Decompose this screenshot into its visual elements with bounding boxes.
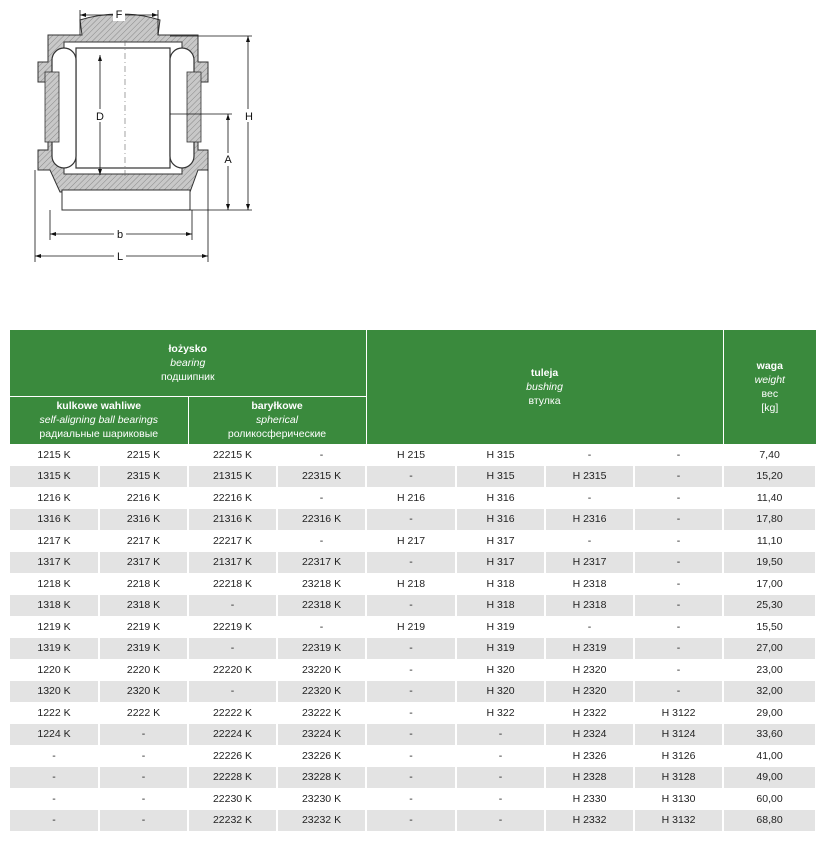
table-cell: 22228 K [188, 767, 277, 789]
table-cell: H 315 [456, 444, 545, 466]
table-cell: H 318 [456, 595, 545, 617]
table-cell: H 315 [456, 466, 545, 488]
dim-label-f: F [115, 9, 123, 21]
table-row [10, 767, 816, 789]
table-cell: 29,00 [723, 702, 816, 724]
table-row [10, 595, 816, 617]
table-cell: - [545, 616, 634, 638]
header-weight: waga weight вес [kg] [723, 330, 816, 444]
table-cell: 32,00 [723, 681, 816, 703]
table-cell: 22226 K [188, 745, 277, 767]
table-cell: 2315 K [99, 466, 188, 488]
table-cell: 68,80 [723, 810, 816, 832]
table-cell: H 320 [456, 681, 545, 703]
table-cell: - [188, 681, 277, 703]
table-cell: - [634, 616, 723, 638]
table-cell: H 3122 [634, 702, 723, 724]
table-cell: - [10, 788, 99, 810]
table-cell: 2319 K [99, 638, 188, 660]
table-cell: - [10, 767, 99, 789]
table-cell: - [277, 487, 366, 509]
table-cell: 22315 K [277, 466, 366, 488]
dim-label-b: b [116, 229, 124, 241]
table-cell: - [366, 659, 456, 681]
table-cell: - [634, 466, 723, 488]
dim-label-h: H [245, 111, 253, 123]
table-row [10, 552, 816, 574]
table-cell: 2217 K [99, 530, 188, 552]
table-cell: - [188, 595, 277, 617]
table-cell: - [545, 444, 634, 466]
table-cell: 21317 K [188, 552, 277, 574]
table-cell: H 215 [366, 444, 456, 466]
table-cell: 1318 K [10, 595, 99, 617]
table-cell: 11,40 [723, 487, 816, 509]
table-cell: - [634, 487, 723, 509]
table-cell: - [634, 638, 723, 660]
table-cell: 22319 K [277, 638, 366, 660]
table-row [10, 573, 816, 595]
table-cell: - [634, 552, 723, 574]
table-cell: H 322 [456, 702, 545, 724]
table-cell: - [99, 810, 188, 832]
table-cell: - [366, 681, 456, 703]
table-cell: 1317 K [10, 552, 99, 574]
header-bushing: tuleja bushing втулка [366, 330, 723, 444]
table-cell: 15,50 [723, 616, 816, 638]
table-cell: H 319 [456, 616, 545, 638]
table-cell: 1222 K [10, 702, 99, 724]
table-cell: 1224 K [10, 724, 99, 746]
table-cell: 21315 K [188, 466, 277, 488]
table-cell: 22216 K [188, 487, 277, 509]
table-row [10, 466, 816, 488]
table-cell: 22219 K [188, 616, 277, 638]
table-cell: 11,10 [723, 530, 816, 552]
table-cell: - [456, 810, 545, 832]
table-cell: 1220 K [10, 659, 99, 681]
table-cell: H 317 [456, 552, 545, 574]
table-cell: H 2318 [545, 573, 634, 595]
table-cell: - [366, 552, 456, 574]
table-cell: - [456, 745, 545, 767]
table-cell: 2218 K [99, 573, 188, 595]
table-cell: 23218 K [277, 573, 366, 595]
table-cell: H 3132 [634, 810, 723, 832]
table-cell: 1217 K [10, 530, 99, 552]
table-cell: - [366, 810, 456, 832]
table-cell: 22317 K [277, 552, 366, 574]
table-cell: 2216 K [99, 487, 188, 509]
table-row [10, 638, 816, 660]
table-cell: 2220 K [99, 659, 188, 681]
table-cell: H 2330 [545, 788, 634, 810]
table-cell: - [634, 681, 723, 703]
table-cell: 49,00 [723, 767, 816, 789]
table-cell: - [277, 444, 366, 466]
table-cell: - [634, 509, 723, 531]
table-cell: - [366, 509, 456, 531]
table-cell: 2222 K [99, 702, 188, 724]
table-cell: 25,30 [723, 595, 816, 617]
table-cell: - [188, 638, 277, 660]
table-cell: H 2320 [545, 659, 634, 681]
table-cell: - [456, 788, 545, 810]
table-cell: 22232 K [188, 810, 277, 832]
table-cell: 23230 K [277, 788, 366, 810]
table-row [10, 745, 816, 767]
table-cell: H 216 [366, 487, 456, 509]
table-cell: 1219 K [10, 616, 99, 638]
table-row [10, 509, 816, 531]
header-bearing: łożysko bearing подшипник [10, 330, 366, 396]
table-cell: - [634, 573, 723, 595]
table-cell: H 2315 [545, 466, 634, 488]
table-cell: 23226 K [277, 745, 366, 767]
table-cell: - [99, 724, 188, 746]
table-cell: 1218 K [10, 573, 99, 595]
table-cell: 22215 K [188, 444, 277, 466]
table-cell: - [366, 767, 456, 789]
table-cell: 15,20 [723, 466, 816, 488]
table-row [10, 444, 816, 466]
table-row [10, 659, 816, 681]
table-cell: 22320 K [277, 681, 366, 703]
table-row [10, 788, 816, 810]
table-cell: 22224 K [188, 724, 277, 746]
table-cell: H 318 [456, 573, 545, 595]
table-cell: 1320 K [10, 681, 99, 703]
table-cell: 19,50 [723, 552, 816, 574]
table-cell: 7,40 [723, 444, 816, 466]
table-cell: 1215 K [10, 444, 99, 466]
table-cell: H 2322 [545, 702, 634, 724]
table-cell: 23224 K [277, 724, 366, 746]
table-cell: 1315 K [10, 466, 99, 488]
bearing-spec-table [10, 330, 817, 831]
table-cell: - [456, 767, 545, 789]
table-cell: H 2316 [545, 509, 634, 531]
table-cell: - [366, 788, 456, 810]
table-cell: 27,00 [723, 638, 816, 660]
table-cell: H 2324 [545, 724, 634, 746]
dim-label-a: A [224, 154, 232, 166]
table-body [10, 444, 816, 831]
table-cell: - [545, 530, 634, 552]
table-cell: 17,80 [723, 509, 816, 531]
table-cell: - [99, 745, 188, 767]
table-cell: 41,00 [723, 745, 816, 767]
table-cell: 2317 K [99, 552, 188, 574]
table-cell: H 218 [366, 573, 456, 595]
table-cell: H 2326 [545, 745, 634, 767]
table-cell: H 219 [366, 616, 456, 638]
table-cell: 22316 K [277, 509, 366, 531]
table-cell: 23232 K [277, 810, 366, 832]
table-cell: - [10, 745, 99, 767]
table-cell: 22217 K [188, 530, 277, 552]
table-cell: H 316 [456, 509, 545, 531]
table-cell: - [634, 659, 723, 681]
table-cell: 23222 K [277, 702, 366, 724]
table-cell: - [277, 530, 366, 552]
bearing-cross-section-drawing [20, 0, 270, 270]
table-row [10, 810, 816, 832]
table-cell: 22220 K [188, 659, 277, 681]
table-row [10, 702, 816, 724]
table-cell: H 2328 [545, 767, 634, 789]
table-cell: - [366, 724, 456, 746]
table-cell: H 2318 [545, 595, 634, 617]
table-row [10, 724, 816, 746]
table-cell: - [456, 724, 545, 746]
table-cell: 1319 K [10, 638, 99, 660]
bearing-inner-ring [76, 48, 170, 168]
table-cell: 60,00 [723, 788, 816, 810]
table-cell: - [366, 745, 456, 767]
table-row [10, 616, 816, 638]
table-cell: 33,60 [723, 724, 816, 746]
table-cell: 22230 K [188, 788, 277, 810]
table-cell: 23,00 [723, 659, 816, 681]
table-cell: 2320 K [99, 681, 188, 703]
table-cell: H 317 [456, 530, 545, 552]
table-cell: 2316 K [99, 509, 188, 531]
table-cell: 1316 K [10, 509, 99, 531]
table-cell: H 217 [366, 530, 456, 552]
table-cell: H 3126 [634, 745, 723, 767]
table-cell: 22218 K [188, 573, 277, 595]
table-cell: H 316 [456, 487, 545, 509]
table-cell: - [99, 767, 188, 789]
table-cell: 2219 K [99, 616, 188, 638]
table-cell: 22318 K [277, 595, 366, 617]
table-cell: 17,00 [723, 573, 816, 595]
table-cell: - [366, 702, 456, 724]
table-cell: H 3128 [634, 767, 723, 789]
table-cell: 22222 K [188, 702, 277, 724]
header-spherical-bearings: baryłkowe spherical роликосферические [188, 396, 366, 444]
table-cell: 23220 K [277, 659, 366, 681]
table-cell: H 2317 [545, 552, 634, 574]
table-cell: - [10, 810, 99, 832]
table-cell: - [545, 487, 634, 509]
dim-label-d: D [96, 111, 104, 123]
table-cell: H 320 [456, 659, 545, 681]
table-cell: - [634, 595, 723, 617]
table-cell: 1216 K [10, 487, 99, 509]
table-cell: 23228 K [277, 767, 366, 789]
table-cell: - [366, 595, 456, 617]
table-row [10, 681, 816, 703]
table-cell: - [99, 788, 188, 810]
table-cell: 21316 K [188, 509, 277, 531]
table-cell: H 3130 [634, 788, 723, 810]
table-cell: - [366, 466, 456, 488]
table-cell: - [366, 638, 456, 660]
table-cell: H 319 [456, 638, 545, 660]
table-cell: 2215 K [99, 444, 188, 466]
table-cell: H 2320 [545, 681, 634, 703]
table-cell: - [277, 616, 366, 638]
table-cell: H 3124 [634, 724, 723, 746]
table-row [10, 487, 816, 509]
table-cell: H 2319 [545, 638, 634, 660]
dim-label-l: L [116, 251, 124, 263]
header-ball-bearings: kulkowe wahliwe self-aligning ball bearings радиальные шариковые [10, 396, 188, 444]
table-row [10, 530, 816, 552]
table-cell: - [634, 444, 723, 466]
table-cell: 2318 K [99, 595, 188, 617]
table-cell: - [634, 530, 723, 552]
table-cell: H 2332 [545, 810, 634, 832]
